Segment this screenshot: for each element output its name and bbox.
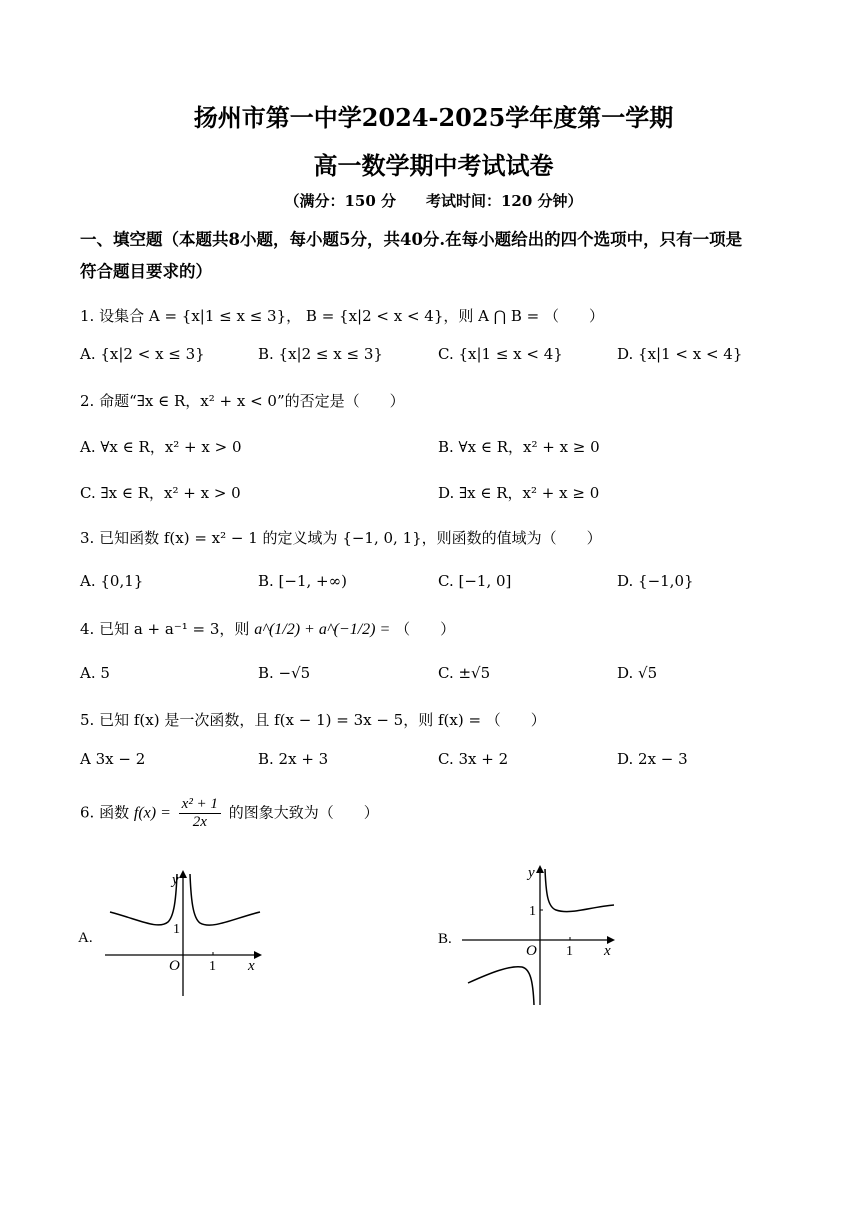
question-5-option-c: C. 3x + 2 xyxy=(438,750,509,768)
question-4-stem-pre: 4. 已知 a + a⁻¹ = 3，则 xyxy=(80,620,250,638)
question-4-exponent-expression: a^(1/2) + a^(−1/2) = xyxy=(254,621,391,638)
question-4-option-b: B. −√5 xyxy=(258,664,311,682)
graph-b-x-label: x xyxy=(604,943,611,959)
question-4-option-d: D. √5 xyxy=(617,664,658,682)
question-1-option-c: C. {x|1 ≤ x < 4} xyxy=(438,345,563,363)
question-2-option-d: D. ∃x ∈ R，x² + x ≥ 0 xyxy=(438,484,600,502)
graph-b-tick-1-x: 1 xyxy=(566,944,573,959)
question-6-function-lhs: f(x) = xyxy=(133,804,171,822)
graph-a-origin-label: O xyxy=(169,958,180,974)
question-3-stem: 3. 已知函数 f(x) = x² − 1 的定义域为 {−1, 0, 1}，则函数的值域为（ ） xyxy=(80,529,602,547)
question-6-graph-b xyxy=(430,855,630,1015)
question-4-stem-post: （ ） xyxy=(395,620,456,638)
graph-b-y-arrow xyxy=(536,865,544,873)
section-heading-line1: 一、填空题（本题共8小题，每小题5分，共40分.在每小题给出的四个选项中，只有一项是 xyxy=(80,230,743,249)
graph-b-tick-1-y: 1 xyxy=(529,904,536,919)
graph-b-origin-label: O xyxy=(526,943,537,959)
question-6-stem-pre: 6. 函数 xyxy=(80,803,130,822)
question-5-option-b: B. 2x + 3 xyxy=(258,750,329,768)
question-6-stem-post: 的图象大致为（ ） xyxy=(228,803,379,822)
question-2-option-b: B. ∀x ∈ R，x² + x ≥ 0 xyxy=(438,438,600,456)
graph-a-curve-right xyxy=(190,874,260,925)
question-6-fraction xyxy=(179,796,221,831)
graph-a-tick-1-y: 1 xyxy=(173,922,180,937)
question-6-numerator: x² + 1 xyxy=(179,796,221,814)
question-6-denominator: 2x xyxy=(192,814,207,830)
question-3-option-d: D. {−1,0} xyxy=(617,572,694,590)
graph-a-y-arrow xyxy=(179,870,187,878)
graph-b-curve-left xyxy=(468,967,534,1005)
graph-b-option-label: B. xyxy=(438,931,452,947)
graph-b-y-label: y xyxy=(528,865,535,881)
graph-b-curve-right xyxy=(545,869,614,912)
question-5-stem: 5. 已知 f(x) 是一次函数，且 f(x − 1) = 3x − 5，则 f(x) = （ ） xyxy=(80,711,546,729)
question-5-option-d: D. 2x − 3 xyxy=(617,750,688,768)
question-1-stem: 1. 设集合 A = {x|1 ≤ x ≤ 3}， B = {x|2 < x < 4}，则 A ⋂ B = （ ） xyxy=(80,307,604,325)
question-2-option-c: C. ∃x ∈ R，x² + x > 0 xyxy=(80,484,241,502)
graph-a-curve-left xyxy=(110,874,177,925)
exam-title-line2: 高一数学期中考试试卷 xyxy=(313,151,554,180)
graph-a-option-label: A. xyxy=(78,930,93,946)
question-1-option-b: B. {x|2 ≤ x ≤ 3} xyxy=(258,345,383,363)
question-6-graph-a xyxy=(70,860,280,1005)
question-4-option-c: C. ±√5 xyxy=(438,664,491,682)
question-2-stem: 2. 命题“∃x ∈ R，x² + x < 0”的否定是（ ） xyxy=(80,392,405,410)
question-4-stem xyxy=(80,618,455,639)
question-2-option-a: A. ∀x ∈ R，x² + x > 0 xyxy=(80,438,242,456)
graph-a-tick-1-x: 1 xyxy=(209,959,216,974)
question-1-option-d: D. {x|1 < x < 4} xyxy=(617,345,743,363)
question-3-option-b: B. [−1, +∞) xyxy=(258,572,347,590)
question-1-option-a: A. {x|2 < x ≤ 3} xyxy=(80,345,205,363)
graph-a-x-arrow xyxy=(254,951,262,959)
question-5-option-a: A 3x − 2 xyxy=(80,750,146,768)
question-3-option-a: A. {0,1} xyxy=(80,572,144,590)
question-3-option-c: C. [−1, 0] xyxy=(438,572,512,590)
question-4-option-a: A. 5 xyxy=(80,664,110,682)
section-heading-line2: 符合题目要求的） xyxy=(80,262,212,281)
graph-a-y-label: y xyxy=(172,872,179,888)
graph-a-x-label: x xyxy=(248,958,255,974)
exam-info: （满分：150 分 考试时间：120 分钟） xyxy=(284,192,583,210)
question-6-stem xyxy=(80,796,379,831)
exam-title-line1: 扬州市第一中学2024-2025学年度第一学期 xyxy=(193,103,674,132)
